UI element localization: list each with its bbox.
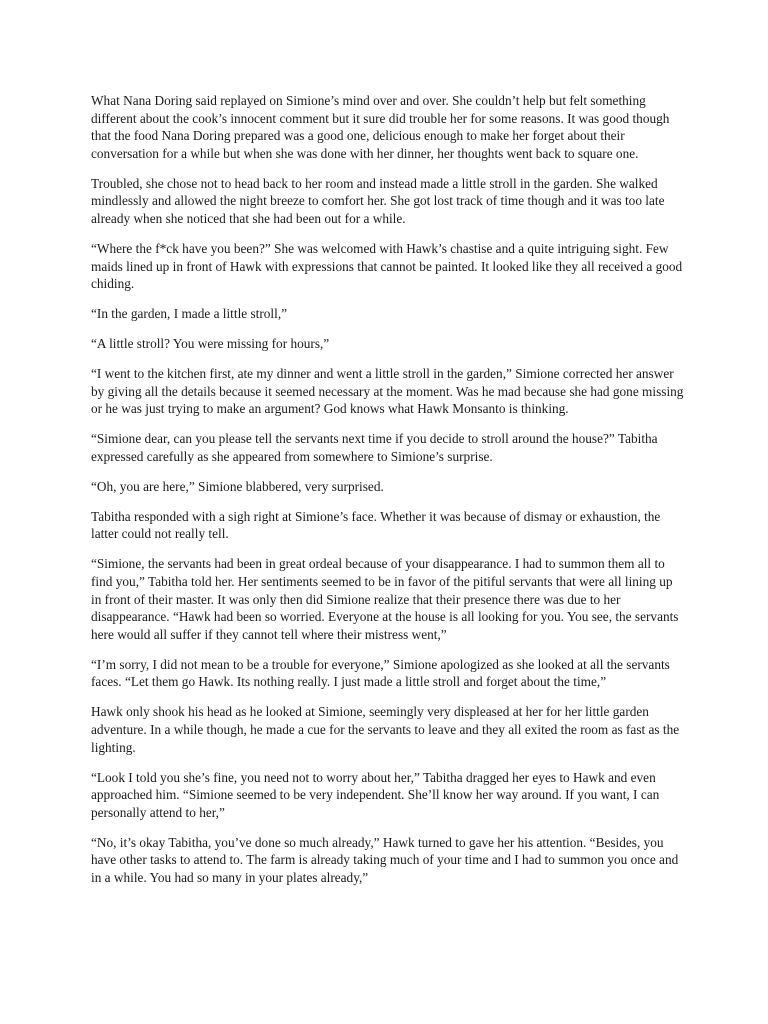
paragraph-9: Tabitha responded with a sigh right at Simione’s face. Whether it was because of dismay or exhaustion, the latter could not really tell. <box>91 508 661 542</box>
paragraph-5: “A little stroll? You were missing for hours,” <box>91 336 330 352</box>
paragraph-7: “Simione dear, can you please tell the servants next time if you decide to stroll around the house?” Tabitha expressed carefully as she appeared from somewhere to Simione’s surprise. <box>91 431 658 464</box>
paragraph-1: What Nana Doring said replayed on Simione’s mind over and over. She couldn’t help but felt something different about the cook’s innocent comment but it sure did trouble her for some reasons. It was good though that the food Nana Doring prepared was a good one, delicious enough to make her forget about their conversation for a while but when she was done with her dinner, her thoughts went back to square one. <box>91 93 670 161</box>
paragraph-10: “Simione, the servants had been in great ordeal because of your disappearance. I had to summon them all to find you,” Tabitha told her. Her sentiments seemed to be in favor of the pitiful servants that were all lining up in front of their master. It was only then did Simione realize that their presence there was due to her disappearance. “Hawk had been so worried. Everyone at the house is all looking for you. You see, the servants here would all suffer if they cannot tell where their mistress went,” <box>91 556 679 642</box>
document-page <box>91 92 685 899</box>
paragraph-3: “Where the f*ck have you been?” She was welcomed with Hawk’s chastise and a quite intriguing sight. Few maids lined up in front of Hawk with expressions that cannot be painted. It looked like they all received a good chiding. <box>91 240 683 292</box>
paragraph-4: “In the garden, I made a little stroll,” <box>91 306 288 322</box>
paragraph-14: “No, it’s okay Tabitha, you’ve done so much already,” Hawk turned to gave her his attention. “Besides, you have other tasks to attend to. The farm is already taking much of your time and I had to summon you once and in a while. You had so many in your plates already,” <box>91 834 679 885</box>
paragraph-13: “Look I told you she’s fine, you need not to worry about her,” Tabitha dragged her eyes to Hawk and even approached him. “Simione seemed to be very independent. She’ll know her way around. If you want, I can personally attend to her,” <box>91 769 660 820</box>
paragraph-11: “I’m sorry, I did not mean to be a trouble for everyone,” Simione apologized as she looked at all the servants faces. “Let them go Hawk. Its nothing really. I just made a little stroll and forget about the time,” <box>91 656 670 690</box>
paragraph-12: Hawk only shook his head as he looked at Simione, seemingly very displeased at her for her little garden adventure. In a while though, he made a cue for the servants to leave and they all exited the room as fast as the lighting. <box>91 704 680 755</box>
paragraph-6: “I went to the kitchen first, ate my dinner and went a little stroll in the garden,” Simione corrected her answer by giving all the details because it seemed necessary at the moment. Was he mad because she had gone missing or he was just trying to make an argument? God knows what Hawk Monsanto is thinking. <box>91 366 684 417</box>
paragraph-2: Troubled, she chose not to head back to her room and instead made a little stroll in the garden. She walked mindlessly and allowed the night breeze to comfort her. She got lost track of time though and it was too late already when she noticed that she had been out for a while. <box>91 175 665 226</box>
paragraph-8: “Oh, you are here,” Simione blabbered, very surprised. <box>91 478 384 494</box>
